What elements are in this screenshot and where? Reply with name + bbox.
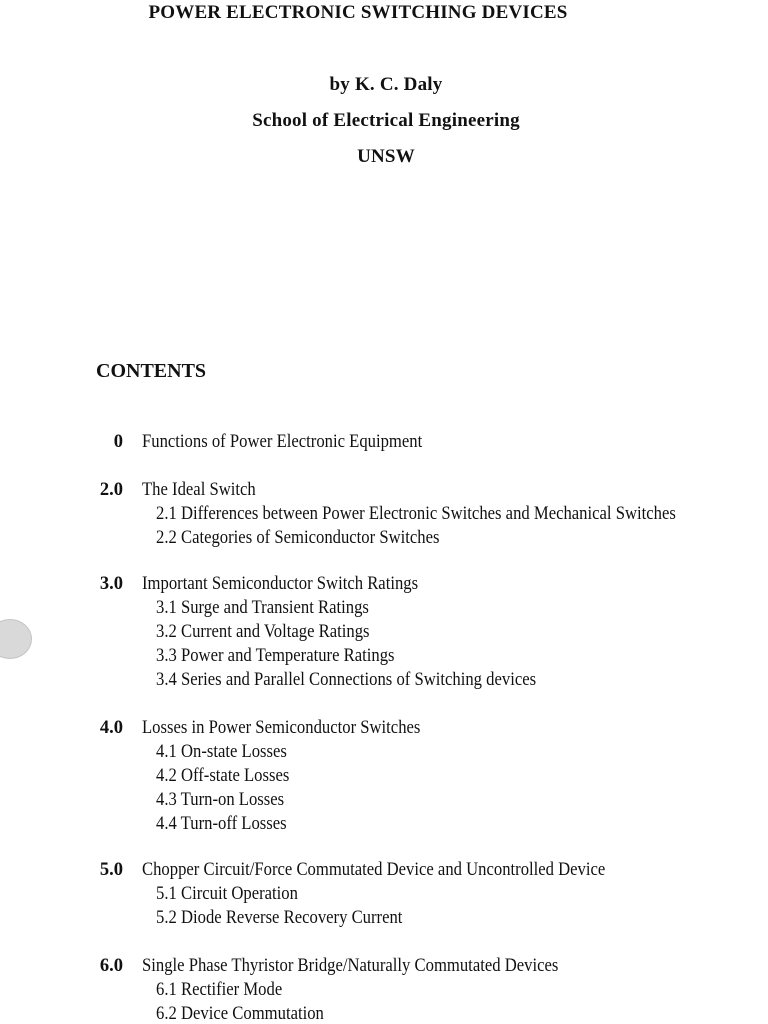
toc-subsection-title: 4.4 Turn-off Losses <box>156 814 287 834</box>
toc-subsection <box>0 668 768 692</box>
contents-heading: CONTENTS <box>96 360 207 382</box>
toc-subsection-title: 4.2 Off-state Losses <box>156 766 290 786</box>
toc-section-heading <box>0 430 768 454</box>
toc-subsection <box>0 740 768 764</box>
toc-subsection <box>0 812 768 836</box>
toc-section-title: Important Semiconductor Switch Ratings <box>142 574 419 594</box>
toc-subsection-title: 6.1 Rectifier Mode <box>156 980 283 1000</box>
toc-subsection-title: 6.2 Device Commutation <box>156 1004 324 1024</box>
toc-section-number: 3.0 <box>99 574 123 594</box>
toc-subsection <box>0 502 768 526</box>
toc-section-heading <box>0 572 768 596</box>
toc-subsection <box>0 620 768 644</box>
toc-section-title: Functions of Power Electronic Equipment <box>142 432 423 452</box>
toc-section-title: Losses in Power Semiconductor Switches <box>142 718 421 738</box>
toc-section-4 <box>0 716 768 836</box>
toc-subsection-title: 2.1 Differences between Power Electronic Switches and Mechanical Switches <box>156 504 676 524</box>
university-line: UNSW <box>357 146 415 167</box>
toc-subsection-title: 4.1 On-state Losses <box>156 742 287 762</box>
toc-subsection-title: 5.1 Circuit Operation <box>156 884 298 904</box>
toc-section-heading <box>0 954 768 978</box>
toc-section-title: The Ideal Switch <box>142 480 256 500</box>
toc-subsection-title: 3.4 Series and Parallel Connections of Switching devices <box>156 670 537 690</box>
toc-section-number: 2.0 <box>99 480 123 500</box>
toc-section-2 <box>0 478 768 550</box>
toc-subsection-title: 3.2 Current and Voltage Ratings <box>156 622 370 642</box>
toc-section-number: 0 <box>113 432 123 452</box>
toc-subsection-title: 4.3 Turn-on Losses <box>156 790 285 810</box>
toc-subsection-title: 3.1 Surge and Transient Ratings <box>156 598 369 618</box>
toc-section-0 <box>0 430 768 454</box>
toc-section-heading <box>0 478 768 502</box>
toc-section-number: 6.0 <box>99 956 123 976</box>
toc-section-heading <box>0 716 768 740</box>
toc-subsection <box>0 906 768 930</box>
toc-subsection <box>0 1002 768 1024</box>
toc-subsection <box>0 596 768 620</box>
toc-section-number: 4.0 <box>99 718 123 738</box>
toc-subsection <box>0 788 768 812</box>
toc-subsection <box>0 882 768 906</box>
toc-subsection-title: 3.3 Power and Temperature Ratings <box>156 646 395 666</box>
document-title: POWER ELECTRONIC SWITCHING DEVICES <box>148 2 568 23</box>
author-line: by K. C. Daly <box>329 74 443 95</box>
toc-section-title: Chopper Circuit/Force Commutated Device and Uncontrolled Device <box>142 860 606 880</box>
toc-subsection-title: 5.2 Diode Reverse Recovery Current <box>156 908 403 928</box>
toc-section-number: 5.0 <box>99 860 123 880</box>
toc-section-title: Single Phase Thyristor Bridge/Naturally Commutated Devices <box>142 956 559 976</box>
toc-subsection <box>0 526 768 550</box>
toc-section-heading <box>0 858 768 882</box>
toc-section-6 <box>0 954 768 1024</box>
toc-subsection <box>0 644 768 668</box>
toc-subsection-title: 2.2 Categories of Semiconductor Switches <box>156 528 440 548</box>
school-line: School of Electrical Engineering <box>252 110 520 131</box>
toc-subsection <box>0 764 768 788</box>
toc-section-3 <box>0 572 768 692</box>
toc-subsection <box>0 978 768 1002</box>
toc-section-5 <box>0 858 768 930</box>
